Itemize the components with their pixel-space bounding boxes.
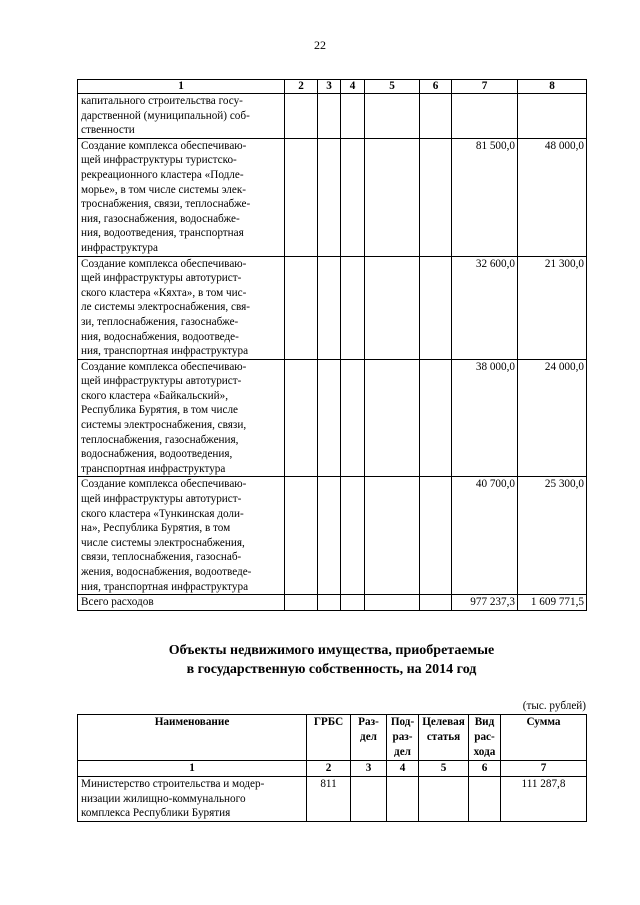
column-header-line: статья — [426, 731, 461, 743]
summa-cell: 111 287,8 — [501, 777, 587, 822]
item-name-cell — [78, 477, 285, 595]
column-number-cell: 2 — [285, 80, 318, 94]
empty-cell — [318, 359, 341, 477]
empty-cell — [285, 359, 318, 477]
item-name-line: щей инфраструктуры автотурист- — [81, 375, 242, 388]
column-number-row — [78, 761, 587, 777]
empty-cell — [341, 94, 365, 139]
table-row — [78, 359, 587, 477]
column-number-cell: 5 — [419, 761, 469, 777]
column-header — [78, 715, 307, 761]
column-header — [469, 715, 501, 761]
column-number-cell: 4 — [387, 761, 419, 777]
item-name-line: капитального строительства госу- — [81, 95, 243, 107]
empty-cell — [341, 256, 365, 359]
column-header — [351, 715, 387, 761]
amount-col8-cell: 1 609 771,5 — [518, 595, 587, 611]
item-name-line: ния, транспортная инфраструктура — [81, 345, 249, 358]
item-name-line: связи, теплоснабжения, газоснаб- — [81, 551, 242, 564]
amount-col8-cell: 24 000,0 — [518, 359, 587, 477]
section-title — [77, 641, 586, 679]
empty-cell — [341, 595, 365, 611]
item-name-line: щей инфраструктуры автотурист- — [81, 272, 242, 285]
page-number: 22 — [314, 38, 326, 52]
column-number-cell: 5 — [365, 80, 420, 94]
item-name-line: ского кластера «Кяхта», в том чис- — [81, 286, 247, 299]
grbs-cell: 811 — [307, 777, 351, 822]
empty-cell — [420, 595, 452, 611]
column-header-line: ГРБС — [313, 716, 344, 728]
amount-col7-cell: 81 500,0 — [452, 138, 518, 256]
column-number-cell: 8 — [518, 80, 587, 94]
empty-cell — [365, 256, 420, 359]
item-name-line: ния, транспортная инфраструктура — [81, 580, 249, 593]
amount-col7-cell: 977 237,3 — [452, 595, 518, 611]
amount-col8-cell — [518, 94, 587, 139]
column-number-cell: 1 — [78, 761, 307, 777]
item-name-line: низации жилищно-коммунального — [81, 792, 246, 805]
item-name-line: транспортная инфраструктура — [81, 462, 226, 475]
empty-cell — [365, 477, 420, 595]
item-name-line: жения, водоснабжения, водоотведе- — [81, 566, 252, 578]
item-name-line: Всего расходов — [81, 596, 154, 609]
column-number-cell: 6 — [469, 761, 501, 777]
item-name-line: на», Республика Бурятия, в том — [81, 522, 231, 535]
amount-col7-cell: 40 700,0 — [452, 477, 518, 595]
column-number-cell: 6 — [420, 80, 452, 94]
column-header-line: хода — [473, 746, 496, 758]
empty-cell — [420, 256, 452, 359]
column-number-row — [78, 80, 587, 94]
statya-cell — [419, 777, 469, 822]
table-row — [78, 777, 587, 822]
table-row — [78, 595, 587, 611]
empty-cell — [318, 94, 341, 139]
property-table — [77, 714, 587, 822]
item-name-line: ния, водоотведения, транспортная — [81, 227, 244, 240]
item-name-line: комплекса Республики Бурятия — [81, 807, 231, 820]
item-name-cell — [78, 138, 285, 256]
column-header-line: дел — [394, 746, 411, 758]
column-number-cell: 7 — [501, 761, 587, 777]
amount-col7-cell: 32 600,0 — [452, 256, 518, 359]
column-header-line: Наименование — [154, 716, 230, 728]
item-name-line: Создание комплекса обеспечиваю- — [81, 478, 247, 491]
amount-col7-cell — [452, 94, 518, 139]
item-name-line: ственности — [81, 124, 135, 137]
column-header-line: Целевая — [422, 716, 465, 728]
table-row — [78, 138, 587, 256]
vid-cell — [469, 777, 501, 822]
empty-cell — [285, 138, 318, 256]
item-name-line: числе системы электроснабжения, — [81, 536, 245, 549]
amount-col8-cell: 21 300,0 — [518, 256, 587, 359]
empty-cell — [318, 256, 341, 359]
item-name-line: ского кластера «Байкальский», — [81, 389, 229, 402]
column-number-cell: 7 — [452, 80, 518, 94]
empty-cell — [341, 138, 365, 256]
item-name-line: ния, газоснабжения, водоснабже- — [81, 212, 240, 225]
column-header-line: дел — [360, 731, 377, 743]
item-name-line: водоснабжения, водоотведения, — [81, 448, 233, 461]
empty-cell — [365, 595, 420, 611]
amount-col7-cell: 38 000,0 — [452, 359, 518, 477]
column-number-cell: 3 — [351, 761, 387, 777]
empty-cell — [365, 359, 420, 477]
item-name-line: теплоснабжения, газоснабжения, — [81, 433, 239, 446]
empty-cell — [285, 94, 318, 139]
item-name-line: ния, водоснабжения, водоотведе- — [81, 330, 239, 343]
column-number-cell: 4 — [341, 80, 365, 94]
item-name-line: щей инфраструктуры автотурист- — [81, 493, 242, 506]
expenses-table — [77, 79, 587, 611]
column-number-cell: 1 — [78, 80, 285, 94]
item-name-cell — [78, 94, 285, 139]
column-header-line: Вид — [474, 716, 495, 728]
column-header-line: раз- — [392, 731, 413, 743]
item-name-line: системы электроснабжения, связи, — [81, 419, 247, 432]
empty-cell — [285, 477, 318, 595]
column-header — [387, 715, 419, 761]
empty-cell — [420, 359, 452, 477]
item-name-line: инфраструктура — [81, 241, 158, 254]
item-name-line: зи, теплоснабжения, газоснабже- — [81, 315, 239, 328]
item-name-line: Создание комплекса обеспечиваю- — [81, 360, 247, 373]
amount-col8-cell: 25 300,0 — [518, 477, 587, 595]
item-name-line: ле системы электроснабжения, свя- — [81, 301, 251, 314]
empty-cell — [318, 138, 341, 256]
empty-cell — [365, 94, 420, 139]
empty-cell — [285, 256, 318, 359]
item-name-line: троснабжения, связи, теплоснабже- — [81, 198, 251, 211]
section-title-line-1: Объекты недвижимого имущества, приобретаемые — [168, 643, 495, 658]
item-name-line: Республика Бурятия, в том числе — [81, 404, 239, 417]
empty-cell — [365, 138, 420, 256]
item-name-cell — [78, 595, 285, 611]
empty-cell — [318, 477, 341, 595]
column-header-line: Под- — [390, 716, 415, 728]
item-name-cell — [78, 256, 285, 359]
item-name-line: Министерство строительства и модер- — [81, 778, 265, 790]
item-name-line: Создание комплекса обеспечиваю- — [81, 139, 247, 152]
column-header — [501, 715, 587, 761]
amount-col8-cell: 48 000,0 — [518, 138, 587, 256]
razdel-cell — [351, 777, 387, 822]
podrazdel-cell — [387, 777, 419, 822]
item-name-line: дарственной (муниципальной) соб- — [81, 109, 250, 122]
empty-cell — [285, 595, 318, 611]
item-name-cell — [78, 359, 285, 477]
table-row — [78, 477, 587, 595]
empty-cell — [341, 359, 365, 477]
empty-cell — [341, 477, 365, 595]
empty-cell — [420, 138, 452, 256]
table-row — [78, 94, 587, 139]
column-header-line: Раз- — [358, 716, 379, 728]
item-name-line: щей инфраструктуры туристско- — [81, 154, 237, 167]
column-header-line: рас- — [474, 731, 495, 743]
item-name-line: Создание комплекса обеспечиваю- — [81, 257, 247, 270]
column-header-line: Сумма — [526, 716, 561, 728]
empty-cell — [420, 477, 452, 595]
empty-cell — [420, 94, 452, 139]
column-number-cell: 3 — [318, 80, 341, 94]
item-name-cell — [78, 777, 307, 822]
section-title-line-2: в государственную собственность, на 2014 год — [186, 662, 477, 677]
units-label: (тыс. рублей) — [522, 700, 586, 712]
column-number-cell: 2 — [307, 761, 351, 777]
item-name-line: рекреационного кластера «Подле- — [81, 168, 244, 181]
item-name-line: ского кластера «Тункинская доли- — [81, 507, 244, 520]
column-header — [307, 715, 351, 761]
item-name-line: морье», в том числе системы элек- — [81, 183, 246, 196]
column-header — [419, 715, 469, 761]
table-row — [78, 256, 587, 359]
empty-cell — [318, 595, 341, 611]
